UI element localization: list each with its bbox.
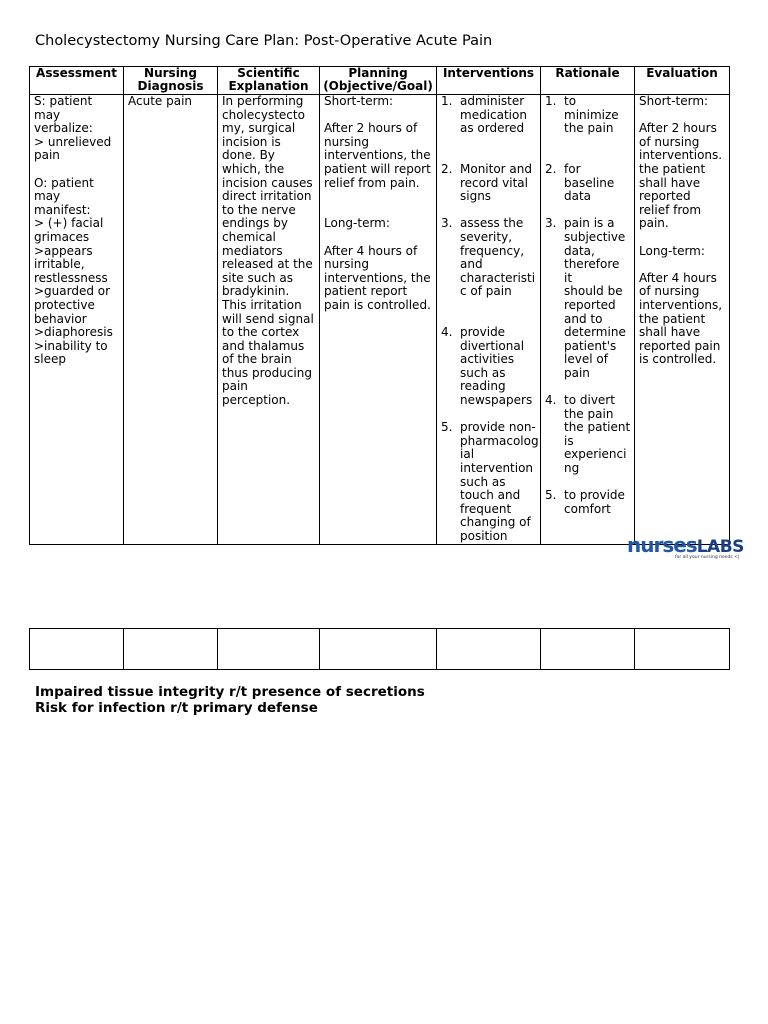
planning-line: Short-term: <box>324 94 394 108</box>
evaluation-line <box>639 231 726 245</box>
rationale-item-line: is <box>564 433 574 448</box>
evaluation-line: pain. <box>639 216 669 231</box>
interventions-item-line: as ordered <box>460 121 525 136</box>
rationale-item-line: for <box>564 161 581 176</box>
rationale-item-line: patient's <box>564 338 617 353</box>
rationale-item-line: should be <box>564 284 623 299</box>
scientific-line: my, surgical <box>222 121 296 136</box>
evaluation-line: Long-term: <box>639 243 705 258</box>
rationale-item-line: data <box>564 189 592 204</box>
planning-line <box>324 190 433 204</box>
evaluation-line: interventions. <box>639 148 723 163</box>
interventions-item-number: 3. <box>441 216 453 231</box>
scientific-line: to the cortex <box>222 325 300 340</box>
evaluation-line: the patient <box>639 161 706 176</box>
planning-cell <box>320 95 437 545</box>
rationale-item-line: baseline <box>564 175 615 190</box>
diagnosis-cell: Acute pain <box>124 95 218 545</box>
rationale-item <box>545 217 631 394</box>
assessment-line: behavior <box>34 311 87 326</box>
planning-line: pain is controlled. <box>324 297 431 312</box>
rationale-item-line: subjective <box>564 229 626 244</box>
assessment-line: S: patient <box>34 94 93 108</box>
interventions-item-line: provide <box>460 325 506 340</box>
table-row <box>30 95 730 545</box>
interventions-item-line: Monitor and <box>460 161 533 176</box>
scientific-line: done. By <box>222 148 275 163</box>
scientific-line: This irritation <box>222 297 302 312</box>
care-plan-table <box>29 66 730 545</box>
assessment-cell <box>30 95 124 545</box>
interventions-item-line: reading <box>460 379 506 394</box>
planning-line: nursing <box>324 134 369 149</box>
nurseslabs-logo: nursesLABS for all your nursing needs <| <box>627 533 744 560</box>
interventions-item-number: 5. <box>441 420 453 435</box>
rationale-item <box>545 489 631 516</box>
rationale-item-line: level of <box>564 352 608 367</box>
scientific-line: endings by <box>222 216 288 231</box>
assessment-line: pain <box>34 148 60 163</box>
scientific-line: direct irritation <box>222 189 312 204</box>
rationale-item-line: to <box>564 94 577 108</box>
assessment-line: verbalize: <box>34 121 93 136</box>
interventions-item-line: frequent <box>460 501 512 516</box>
header-interventions: Interventions <box>437 67 541 95</box>
interventions-item-line: assess the <box>460 216 524 231</box>
interventions-item-line: ial <box>460 447 475 462</box>
evaluation-line: After 2 hours <box>639 121 717 136</box>
scientific-line: pain <box>222 379 248 394</box>
planning-line: nursing <box>324 257 369 272</box>
evaluation-line: Short-term: <box>639 94 709 108</box>
diagnosis-note-infection-risk: Risk for infection r/t primary defense <box>35 700 318 716</box>
planning-line: interventions, the <box>324 270 431 285</box>
rationale-item-line: to divert <box>564 393 615 408</box>
interventions-item-number: 1. <box>441 94 453 108</box>
scientific-line: to the nerve <box>222 202 296 217</box>
interventions-item-line: provide non- <box>460 420 536 435</box>
rationale-item-line: ng <box>564 461 580 476</box>
evaluation-line: shall have <box>639 175 701 190</box>
interventions-item-line: activities <box>460 352 515 367</box>
planning-line <box>324 231 433 245</box>
scientific-line: incision is <box>222 134 281 149</box>
scientific-line: In performing <box>222 94 304 108</box>
evaluation-line: reported pain <box>639 338 721 353</box>
rationale-cell <box>541 95 635 545</box>
rationale-item-line: pain <box>564 365 590 380</box>
evaluation-cell <box>635 95 730 545</box>
interventions-item-line: such as <box>460 365 506 380</box>
scientific-line: released at the <box>222 257 313 272</box>
table-row <box>30 629 730 670</box>
interventions-item-line: intervention <box>460 461 534 476</box>
rationale-item-number: 3. <box>545 216 557 231</box>
interventions-item-line: pharmacolog <box>460 433 539 448</box>
interventions-item-line: record vital <box>460 175 528 190</box>
header-scientific-explanation: Scientific Explanation <box>218 67 320 95</box>
header-evaluation: Evaluation <box>635 67 730 95</box>
evaluation-line: of nursing <box>639 134 700 149</box>
assessment-line: restlessness <box>34 270 108 285</box>
scientific-line: incision causes <box>222 175 313 190</box>
evaluation-line: relief from <box>639 202 702 217</box>
assessment-line: > unrelieved <box>34 134 112 149</box>
evaluation-line <box>639 258 726 272</box>
planning-line: patient report <box>324 284 408 299</box>
interventions-item <box>441 217 537 326</box>
assessment-line: protective <box>34 297 95 312</box>
evaluation-line: of nursing <box>639 284 700 299</box>
rationale-item-line: therefore it <box>564 257 620 285</box>
header-rationale: Rationale <box>541 67 635 95</box>
scientific-line: perception. <box>222 393 291 408</box>
planning-line <box>324 204 433 218</box>
scientific-line: chemical <box>222 229 276 244</box>
assessment-line: O: patient <box>34 175 94 190</box>
rationale-item <box>545 163 631 217</box>
rationale-item-number: 1. <box>545 94 557 108</box>
interventions-item <box>441 421 537 543</box>
interventions-item-line: medication <box>460 107 527 122</box>
assessment-line: may <box>34 107 61 122</box>
assessment-line: manifest: <box>34 202 91 217</box>
assessment-line: >diaphoresis <box>34 325 113 340</box>
rationale-item-line: experienci <box>564 447 627 462</box>
assessment-line: > (+) facial <box>34 216 104 231</box>
rationale-item-number: 2. <box>545 161 557 176</box>
logo-tagline: for all your nursing needs <| <box>675 555 740 560</box>
page-title: Cholecystectomy Nursing Care Plan: Post-Operative Acute Pain <box>35 33 493 49</box>
rationale-item <box>545 95 631 163</box>
planning-line: After 2 hours of <box>324 121 418 136</box>
interventions-item-line: such as <box>460 474 506 489</box>
scientific-line: thus producing <box>222 365 312 380</box>
rationale-item-line: reported <box>564 297 616 312</box>
assessment-line: sleep <box>34 352 66 367</box>
diagnosis-note-tissue-integrity: Impaired tissue integrity r/t presence of secretions <box>35 684 425 700</box>
table-header-row <box>30 67 730 95</box>
assessment-line: irritable, <box>34 257 85 272</box>
rationale-item <box>545 394 631 489</box>
evaluation-line: After 4 hours <box>639 270 717 285</box>
planning-line: After 4 hours of <box>324 243 418 258</box>
scientific-line: which, the <box>222 161 285 176</box>
interventions-item-number: 2. <box>441 161 453 176</box>
rationale-item-line: comfort <box>564 501 611 516</box>
interventions-item-line: administer <box>460 94 525 108</box>
rationale-item-line: minimize <box>564 107 619 122</box>
header-nursing-diagnosis: Nursing Diagnosis <box>124 67 218 95</box>
interventions-item-line: characteristi <box>460 270 536 285</box>
interventions-item-line: severity, <box>460 229 513 244</box>
header-assessment: Assessment <box>30 67 124 95</box>
rationale-item-line: and to <box>564 311 603 326</box>
rationale-item-line: data, <box>564 243 595 258</box>
planning-line: Long-term: <box>324 216 390 231</box>
rationale-item-line: the pain <box>564 406 614 421</box>
scientific-line: site such as <box>222 270 293 285</box>
planning-line <box>324 109 433 123</box>
planning-line: relief from pain. <box>324 175 420 190</box>
interventions-item-line: and <box>460 257 483 272</box>
rationale-item-line: determine <box>564 325 626 340</box>
interventions-cell <box>437 95 541 545</box>
interventions-item <box>441 95 537 163</box>
scientific-line: of the brain <box>222 352 292 367</box>
interventions-item <box>441 163 537 217</box>
empty-table-row <box>29 628 730 670</box>
evaluation-line <box>639 109 726 123</box>
rationale-item-line: the patient <box>564 420 631 435</box>
assessment-line: may <box>34 189 61 204</box>
interventions-item-line: position <box>460 529 508 543</box>
interventions-item-line: signs <box>460 189 492 204</box>
assessment-line: grimaces <box>34 229 90 244</box>
evaluation-line: reported <box>639 189 691 204</box>
interventions-item-number: 4. <box>441 325 453 340</box>
scientific-line: mediators <box>222 243 283 258</box>
assessment-line: >appears <box>34 243 93 258</box>
assessment-line: >inability to <box>34 338 108 353</box>
rationale-item-line: the pain <box>564 121 614 136</box>
interventions-item-line: frequency, <box>460 243 525 258</box>
scientific-line: and thalamus <box>222 338 305 353</box>
interventions-item-line: c of pain <box>460 284 512 299</box>
interventions-item-line: touch and <box>460 488 521 503</box>
rationale-item-line: to provide <box>564 488 625 503</box>
evaluation-line: interventions, <box>639 297 723 312</box>
evaluation-line: shall have <box>639 325 701 340</box>
assessment-line: >guarded or <box>34 284 111 299</box>
rationale-item-number: 5. <box>545 488 557 503</box>
header-planning: Planning (Objective/Goal) <box>320 67 437 95</box>
interventions-item-line: changing of <box>460 515 531 530</box>
planning-line: patient will report <box>324 161 431 176</box>
scientific-line: will send signal <box>222 311 314 326</box>
scientific-line: bradykinin. <box>222 284 290 299</box>
assessment-line <box>34 163 120 177</box>
rationale-item-number: 4. <box>545 393 557 408</box>
evaluation-line: the patient <box>639 311 706 326</box>
scientific-explanation-cell <box>218 95 320 545</box>
interventions-item-line: divertional <box>460 338 525 353</box>
interventions-item-line: newspapers <box>460 393 533 408</box>
evaluation-line: is controlled. <box>639 352 717 367</box>
planning-line: interventions, the <box>324 148 431 163</box>
scientific-line: cholecystecto <box>222 107 305 122</box>
rationale-item-line: pain is a <box>564 216 615 231</box>
interventions-item <box>441 326 537 421</box>
